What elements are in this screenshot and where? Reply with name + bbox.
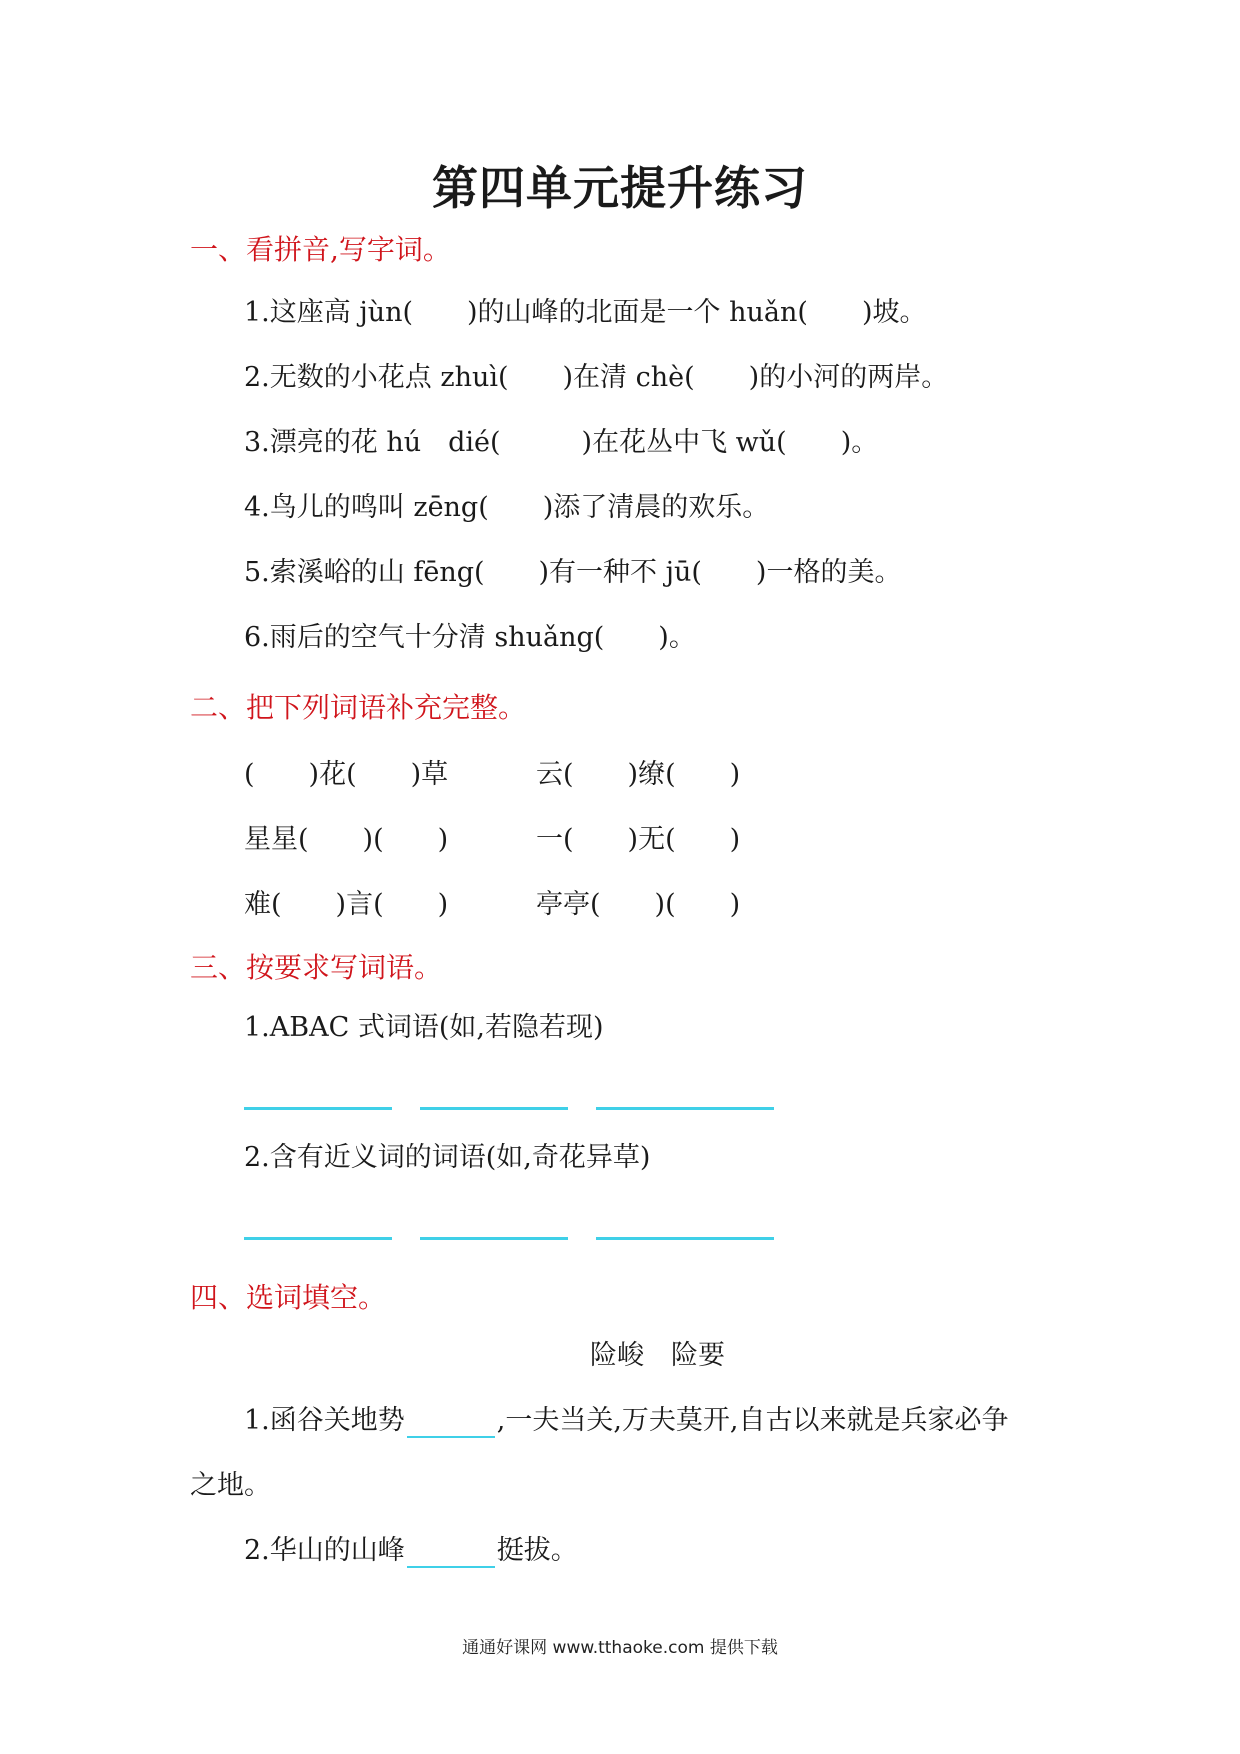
s3-q2-answer-line-3[interactable] <box>596 1237 774 1240</box>
s3-q1-answer-line-1[interactable] <box>244 1107 392 1110</box>
s1-item-1: 1.这座高 jùn( )的山峰的北面是一个 huǎn( )坡。 <box>244 297 927 328</box>
s3-q2-answer-line-1[interactable] <box>244 1237 392 1240</box>
s3-q1-answer-line-2[interactable] <box>420 1107 568 1110</box>
s4-question-2 <box>244 1534 578 1568</box>
section-3-heading: 三、按要求写词语。 <box>190 951 443 984</box>
s3-q2-answer-line-2[interactable] <box>420 1237 568 1240</box>
footer-credit: 通通好课网 www.tthaoke.com 提供下载 <box>462 1638 778 1658</box>
s2-row3-a: 难( )言( ) <box>244 889 449 920</box>
page-title: 第四单元提升练习 <box>432 161 808 215</box>
s1-item-3: 3.漂亮的花 hú dié( )在花丛中飞 wǔ( )。 <box>244 427 879 458</box>
section-1-heading: 一、看拼音,写字词。 <box>190 233 451 266</box>
s3-question-1: 1.ABAC 式词语(如,若隐若现) <box>244 1012 604 1043</box>
s4-q2-before: 2.华山的山峰 <box>244 1535 405 1566</box>
s1-item-4: 4.鸟儿的鸣叫 zēng( )添了清晨的欢乐。 <box>244 492 770 523</box>
s1-item-6: 6.雨后的空气十分清 shuǎng( )。 <box>244 622 696 653</box>
s4-word-options: 险峻 险要 <box>590 1340 725 1371</box>
s2-row3-b: 亭亭( )( ) <box>536 889 741 920</box>
s1-item-5: 5.索溪峪的山 fēng( )有一种不 jū( )一格的美。 <box>244 557 902 588</box>
s2-row2-b: 一( )无( ) <box>536 824 741 855</box>
s2-row2-a: 星星( )( ) <box>244 824 449 855</box>
section-2-heading: 二、把下列词语补充完整。 <box>190 691 527 724</box>
s4-question-1-cont: 之地。 <box>190 1470 271 1501</box>
s1-item-2: 2.无数的小花点 zhuì( )在清 chè( )的小河的两岸。 <box>244 362 949 393</box>
s2-row1-a: ( )花( )草 <box>244 759 449 790</box>
s4-q2-after: 挺拔。 <box>496 1535 578 1566</box>
s3-q1-answer-line-3[interactable] <box>596 1107 774 1110</box>
s3-question-2: 2.含有近义词的词语(如,奇花异草) <box>244 1142 651 1173</box>
section-4-heading: 四、选词填空。 <box>190 1281 387 1314</box>
s4-question-1 <box>244 1404 1009 1438</box>
s4-q1-after: ,一夫当关,万夫莫开,自古以来就是兵家必争 <box>496 1405 1009 1436</box>
s4-q1-blank[interactable] <box>407 1410 495 1438</box>
s4-q1-before: 1.函谷关地势 <box>244 1405 405 1436</box>
s4-q2-blank[interactable] <box>407 1540 495 1568</box>
s2-row1-b: 云( )缭( ) <box>536 759 741 790</box>
